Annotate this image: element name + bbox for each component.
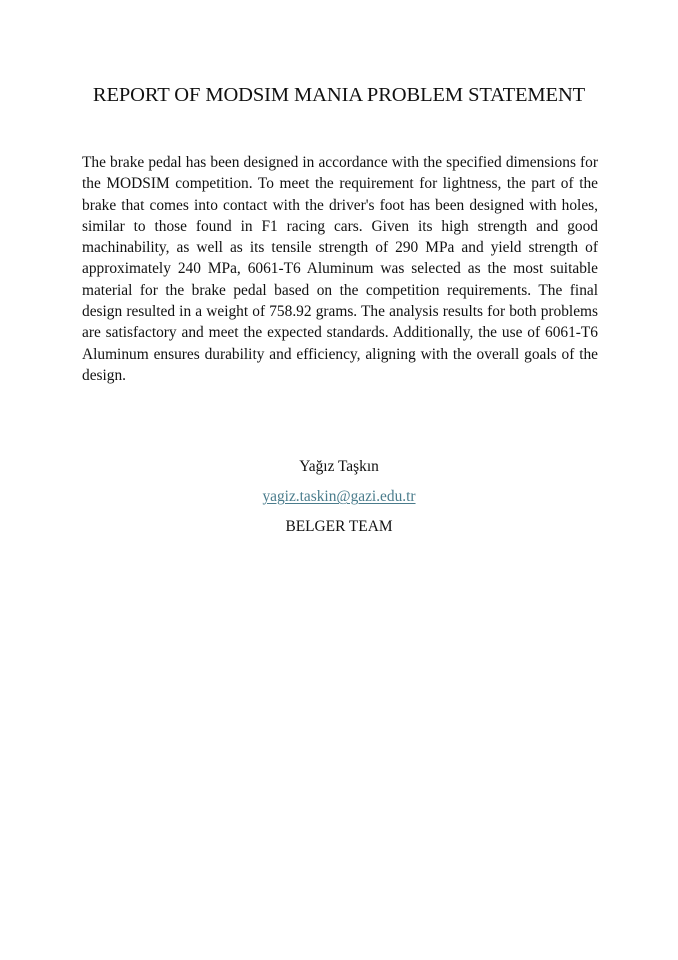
- author-block: [0, 456, 678, 538]
- report-paragraph: The brake pedal has been designed in accordance with the specified dimensions for the MODSIM competition. To meet the requirement for lightness, the part of the brake that comes into contact with the driver's foot has been designed with holes, similar to those found in F1 racing cars. Given its high strength and good machinability, as well as its tensile strength of 290 MPa and yield strength of approximately 240 MPa, 6061-T6 Aluminum was selected as the most suitable material for the brake pedal based on the competition requirements. The final design resulted in a weight of 758.92 grams. The analysis results for both problems are satisfactory and meet the expected standards. Additionally, the use of 6061-T6 Aluminum ensures durability and efficiency, aligning with the overall goals of the design.: [82, 154, 598, 384]
- author-name: Yağız Taşkın: [299, 458, 379, 475]
- author-email-link[interactable]: yagiz.taskin@gazi.edu.tr: [262, 488, 416, 505]
- document-title: REPORT OF MODSIM MANIA PROBLEM STATEMENT: [92, 84, 586, 106]
- team-name: BELGER TEAM: [285, 518, 393, 535]
